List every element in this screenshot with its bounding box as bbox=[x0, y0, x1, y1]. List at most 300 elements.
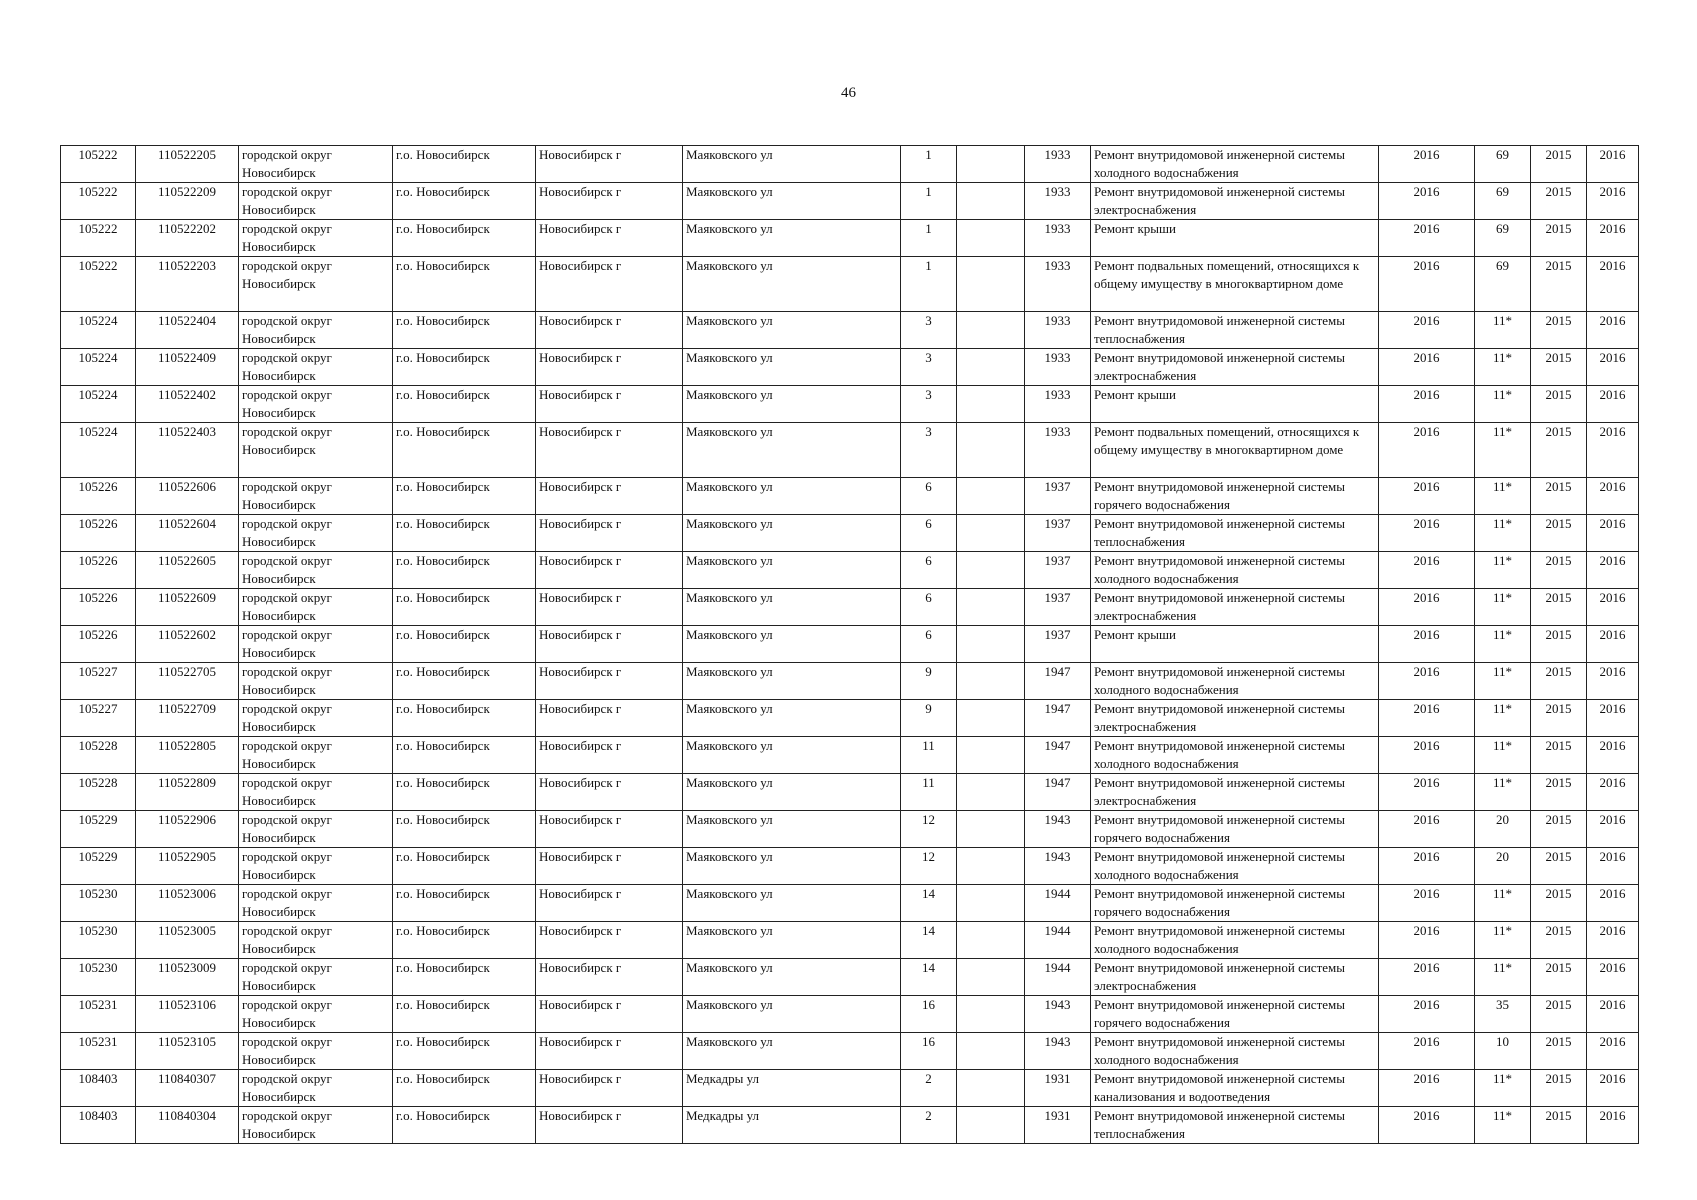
cell-build-year: 1933 bbox=[1025, 312, 1091, 349]
cell-value: 20 bbox=[1475, 811, 1531, 848]
cell-district: г.о. Новосибирск bbox=[393, 774, 536, 811]
cell-start-year: 2015 bbox=[1531, 922, 1587, 959]
cell-district: г.о. Новосибирск bbox=[393, 312, 536, 349]
cell-street: Маяковского ул bbox=[683, 220, 901, 257]
cell-end-year: 2016 bbox=[1587, 663, 1639, 700]
cell-district: г.о. Новосибирск bbox=[393, 922, 536, 959]
cell-object-code: 110522906 bbox=[136, 811, 239, 848]
cell-build-year: 1933 bbox=[1025, 220, 1091, 257]
cell-work-type: Ремонт внутридомовой инженерной системы электроснабжения bbox=[1091, 959, 1379, 996]
cell-street: Маяковского ул bbox=[683, 774, 901, 811]
cell-value: 11* bbox=[1475, 959, 1531, 996]
cell-end-year: 2016 bbox=[1587, 774, 1639, 811]
cell-work-type: Ремонт внутридомовой инженерной системы электроснабжения bbox=[1091, 183, 1379, 220]
cell-work-type: Ремонт внутридомовой инженерной системы горячего водоснабжения bbox=[1091, 885, 1379, 922]
cell-planned-year: 2016 bbox=[1379, 552, 1475, 589]
cell-record-id: 105231 bbox=[61, 1033, 136, 1070]
table-row bbox=[61, 996, 1639, 1033]
cell-build-year: 1933 bbox=[1025, 386, 1091, 423]
cell-house-number: 1 bbox=[901, 146, 957, 183]
cell-value: 10 bbox=[1475, 1033, 1531, 1070]
cell-planned-year: 2016 bbox=[1379, 1070, 1475, 1107]
cell-work-type: Ремонт подвальных помещений, относящихся к общему имуществу в многоквартирном доме bbox=[1091, 257, 1379, 312]
cell-street: Маяковского ул bbox=[683, 183, 901, 220]
cell-municipality: городской округ Новосибирск bbox=[239, 423, 393, 478]
cell-build-year: 1937 bbox=[1025, 589, 1091, 626]
table-row bbox=[61, 386, 1639, 423]
cell-object-code: 110522203 bbox=[136, 257, 239, 312]
cell-planned-year: 2016 bbox=[1379, 811, 1475, 848]
cell-work-type: Ремонт подвальных помещений, относящихся к общему имуществу в многоквартирном доме bbox=[1091, 423, 1379, 478]
cell-planned-year: 2016 bbox=[1379, 312, 1475, 349]
cell-municipality: городской округ Новосибирск bbox=[239, 183, 393, 220]
cell-locality: Новосибирск г bbox=[536, 146, 683, 183]
table-row bbox=[61, 423, 1639, 478]
cell-build-year: 1944 bbox=[1025, 959, 1091, 996]
cell-street: Маяковского ул bbox=[683, 922, 901, 959]
table-row bbox=[61, 146, 1639, 183]
cell-start-year: 2015 bbox=[1531, 220, 1587, 257]
cell-street: Медкадры ул bbox=[683, 1070, 901, 1107]
cell-start-year: 2015 bbox=[1531, 257, 1587, 312]
cell-municipality: городской округ Новосибирск bbox=[239, 220, 393, 257]
cell-start-year: 2015 bbox=[1531, 626, 1587, 663]
cell-work-type: Ремонт внутридомовой инженерной системы холодного водоснабжения bbox=[1091, 146, 1379, 183]
cell-value: 11* bbox=[1475, 1107, 1531, 1144]
cell-start-year: 2015 bbox=[1531, 1107, 1587, 1144]
cell-object-code: 110522606 bbox=[136, 478, 239, 515]
cell-locality: Новосибирск г bbox=[536, 349, 683, 386]
cell-building-number bbox=[957, 552, 1025, 589]
cell-work-type: Ремонт внутридомовой инженерной системы теплоснабжения bbox=[1091, 1107, 1379, 1144]
cell-record-id: 105226 bbox=[61, 626, 136, 663]
table-row bbox=[61, 959, 1639, 996]
cell-object-code: 110522605 bbox=[136, 552, 239, 589]
cell-building-number bbox=[957, 312, 1025, 349]
cell-house-number: 12 bbox=[901, 811, 957, 848]
cell-build-year: 1937 bbox=[1025, 552, 1091, 589]
cell-start-year: 2015 bbox=[1531, 183, 1587, 220]
cell-planned-year: 2016 bbox=[1379, 996, 1475, 1033]
cell-building-number bbox=[957, 257, 1025, 312]
cell-street: Маяковского ул bbox=[683, 1033, 901, 1070]
table-row bbox=[61, 478, 1639, 515]
cell-house-number: 9 bbox=[901, 700, 957, 737]
cell-object-code: 110522905 bbox=[136, 848, 239, 885]
table-row bbox=[61, 885, 1639, 922]
cell-value: 69 bbox=[1475, 146, 1531, 183]
cell-value: 35 bbox=[1475, 996, 1531, 1033]
cell-work-type: Ремонт внутридомовой инженерной системы электроснабжения bbox=[1091, 700, 1379, 737]
cell-house-number: 1 bbox=[901, 183, 957, 220]
cell-district: г.о. Новосибирск bbox=[393, 423, 536, 478]
cell-build-year: 1933 bbox=[1025, 349, 1091, 386]
cell-build-year: 1943 bbox=[1025, 811, 1091, 848]
cell-record-id: 105222 bbox=[61, 146, 136, 183]
cell-planned-year: 2016 bbox=[1379, 1033, 1475, 1070]
cell-start-year: 2015 bbox=[1531, 663, 1587, 700]
cell-planned-year: 2016 bbox=[1379, 959, 1475, 996]
cell-work-type: Ремонт внутридомовой инженерной системы горячего водоснабжения bbox=[1091, 478, 1379, 515]
table-body bbox=[61, 146, 1639, 1144]
cell-municipality: городской округ Новосибирск bbox=[239, 589, 393, 626]
cell-planned-year: 2016 bbox=[1379, 183, 1475, 220]
cell-object-code: 110522403 bbox=[136, 423, 239, 478]
cell-end-year: 2016 bbox=[1587, 1107, 1639, 1144]
cell-planned-year: 2016 bbox=[1379, 478, 1475, 515]
cell-start-year: 2015 bbox=[1531, 386, 1587, 423]
cell-start-year: 2015 bbox=[1531, 774, 1587, 811]
cell-street: Маяковского ул bbox=[683, 626, 901, 663]
cell-district: г.о. Новосибирск bbox=[393, 257, 536, 312]
cell-object-code: 110523106 bbox=[136, 996, 239, 1033]
cell-work-type: Ремонт внутридомовой инженерной системы горячего водоснабжения bbox=[1091, 811, 1379, 848]
cell-record-id: 105224 bbox=[61, 349, 136, 386]
cell-municipality: городской округ Новосибирск bbox=[239, 663, 393, 700]
cell-value: 20 bbox=[1475, 848, 1531, 885]
cell-record-id: 108403 bbox=[61, 1070, 136, 1107]
cell-municipality: городской округ Новосибирск bbox=[239, 257, 393, 312]
cell-object-code: 110522205 bbox=[136, 146, 239, 183]
cell-object-code: 110840304 bbox=[136, 1107, 239, 1144]
cell-work-type: Ремонт внутридомовой инженерной системы холодного водоснабжения bbox=[1091, 1033, 1379, 1070]
cell-record-id: 105226 bbox=[61, 552, 136, 589]
cell-district: г.о. Новосибирск bbox=[393, 811, 536, 848]
cell-object-code: 110522202 bbox=[136, 220, 239, 257]
cell-work-type: Ремонт крыши bbox=[1091, 386, 1379, 423]
cell-building-number bbox=[957, 737, 1025, 774]
cell-record-id: 108403 bbox=[61, 1107, 136, 1144]
cell-locality: Новосибирск г bbox=[536, 700, 683, 737]
cell-end-year: 2016 bbox=[1587, 552, 1639, 589]
cell-building-number bbox=[957, 922, 1025, 959]
cell-house-number: 9 bbox=[901, 663, 957, 700]
cell-street: Маяковского ул bbox=[683, 885, 901, 922]
cell-start-year: 2015 bbox=[1531, 700, 1587, 737]
cell-record-id: 105222 bbox=[61, 183, 136, 220]
cell-object-code: 110522609 bbox=[136, 589, 239, 626]
cell-value: 11* bbox=[1475, 386, 1531, 423]
cell-work-type: Ремонт внутридомовой инженерной системы холодного водоснабжения bbox=[1091, 922, 1379, 959]
cell-value: 11* bbox=[1475, 349, 1531, 386]
cell-end-year: 2016 bbox=[1587, 1033, 1639, 1070]
cell-locality: Новосибирск г bbox=[536, 386, 683, 423]
cell-start-year: 2015 bbox=[1531, 423, 1587, 478]
cell-house-number: 16 bbox=[901, 1033, 957, 1070]
cell-end-year: 2016 bbox=[1587, 589, 1639, 626]
cell-building-number bbox=[957, 959, 1025, 996]
cell-house-number: 6 bbox=[901, 515, 957, 552]
table-row bbox=[61, 312, 1639, 349]
cell-municipality: городской округ Новосибирск bbox=[239, 146, 393, 183]
cell-build-year: 1937 bbox=[1025, 478, 1091, 515]
cell-work-type: Ремонт внутридомовой инженерной системы теплоснабжения bbox=[1091, 515, 1379, 552]
cell-work-type: Ремонт внутридомовой инженерной системы холодного водоснабжения bbox=[1091, 737, 1379, 774]
cell-street: Маяковского ул bbox=[683, 996, 901, 1033]
table-row bbox=[61, 700, 1639, 737]
cell-record-id: 105228 bbox=[61, 737, 136, 774]
table-row bbox=[61, 663, 1639, 700]
cell-object-code: 110522805 bbox=[136, 737, 239, 774]
cell-value: 11* bbox=[1475, 1070, 1531, 1107]
cell-district: г.о. Новосибирск bbox=[393, 996, 536, 1033]
cell-district: г.о. Новосибирск bbox=[393, 146, 536, 183]
table-row bbox=[61, 349, 1639, 386]
cell-district: г.о. Новосибирск bbox=[393, 552, 536, 589]
cell-district: г.о. Новосибирск bbox=[393, 663, 536, 700]
table-row bbox=[61, 552, 1639, 589]
cell-end-year: 2016 bbox=[1587, 312, 1639, 349]
cell-object-code: 110522709 bbox=[136, 700, 239, 737]
cell-work-type: Ремонт внутридомовой инженерной системы холодного водоснабжения bbox=[1091, 848, 1379, 885]
cell-start-year: 2015 bbox=[1531, 848, 1587, 885]
table-row bbox=[61, 922, 1639, 959]
cell-locality: Новосибирск г bbox=[536, 959, 683, 996]
cell-work-type: Ремонт внутридомовой инженерной системы электроснабжения bbox=[1091, 349, 1379, 386]
cell-build-year: 1943 bbox=[1025, 848, 1091, 885]
cell-object-code: 110522705 bbox=[136, 663, 239, 700]
cell-planned-year: 2016 bbox=[1379, 349, 1475, 386]
cell-district: г.о. Новосибирск bbox=[393, 1033, 536, 1070]
cell-record-id: 105231 bbox=[61, 996, 136, 1033]
cell-locality: Новосибирск г bbox=[536, 257, 683, 312]
cell-value: 11* bbox=[1475, 423, 1531, 478]
cell-start-year: 2015 bbox=[1531, 1033, 1587, 1070]
cell-record-id: 105226 bbox=[61, 589, 136, 626]
table-row bbox=[61, 220, 1639, 257]
cell-planned-year: 2016 bbox=[1379, 386, 1475, 423]
cell-building-number bbox=[957, 774, 1025, 811]
cell-end-year: 2016 bbox=[1587, 1070, 1639, 1107]
cell-street: Маяковского ул bbox=[683, 700, 901, 737]
cell-build-year: 1937 bbox=[1025, 515, 1091, 552]
cell-building-number bbox=[957, 1070, 1025, 1107]
cell-record-id: 105229 bbox=[61, 811, 136, 848]
cell-planned-year: 2016 bbox=[1379, 257, 1475, 312]
cell-district: г.о. Новосибирск bbox=[393, 349, 536, 386]
cell-start-year: 2015 bbox=[1531, 552, 1587, 589]
cell-start-year: 2015 bbox=[1531, 811, 1587, 848]
cell-value: 11* bbox=[1475, 774, 1531, 811]
cell-end-year: 2016 bbox=[1587, 959, 1639, 996]
cell-value: 11* bbox=[1475, 700, 1531, 737]
cell-work-type: Ремонт внутридомовой инженерной системы холодного водоснабжения bbox=[1091, 552, 1379, 589]
cell-locality: Новосибирск г bbox=[536, 737, 683, 774]
cell-work-type: Ремонт внутридомовой инженерной системы электроснабжения bbox=[1091, 774, 1379, 811]
cell-district: г.о. Новосибирск bbox=[393, 959, 536, 996]
page-number: 46 bbox=[841, 85, 856, 101]
cell-locality: Новосибирск г bbox=[536, 220, 683, 257]
cell-object-code: 110523005 bbox=[136, 922, 239, 959]
cell-street: Маяковского ул bbox=[683, 146, 901, 183]
cell-end-year: 2016 bbox=[1587, 349, 1639, 386]
cell-planned-year: 2016 bbox=[1379, 146, 1475, 183]
table-row bbox=[61, 589, 1639, 626]
cell-locality: Новосибирск г bbox=[536, 848, 683, 885]
table-row bbox=[61, 848, 1639, 885]
cell-build-year: 1943 bbox=[1025, 996, 1091, 1033]
cell-street: Маяковского ул bbox=[683, 478, 901, 515]
cell-street: Маяковского ул bbox=[683, 349, 901, 386]
cell-record-id: 105224 bbox=[61, 423, 136, 478]
cell-district: г.о. Новосибирск bbox=[393, 626, 536, 663]
table-row bbox=[61, 811, 1639, 848]
cell-value: 69 bbox=[1475, 257, 1531, 312]
cell-municipality: городской округ Новосибирск bbox=[239, 811, 393, 848]
cell-start-year: 2015 bbox=[1531, 146, 1587, 183]
cell-building-number bbox=[957, 1107, 1025, 1144]
cell-street: Маяковского ул bbox=[683, 515, 901, 552]
cell-district: г.о. Новосибирск bbox=[393, 589, 536, 626]
cell-municipality: городской округ Новосибирск bbox=[239, 626, 393, 663]
cell-district: г.о. Новосибирск bbox=[393, 183, 536, 220]
cell-record-id: 105229 bbox=[61, 848, 136, 885]
cell-locality: Новосибирск г bbox=[536, 423, 683, 478]
cell-locality: Новосибирск г bbox=[536, 626, 683, 663]
cell-planned-year: 2016 bbox=[1379, 515, 1475, 552]
cell-object-code: 110522209 bbox=[136, 183, 239, 220]
cell-house-number: 16 bbox=[901, 996, 957, 1033]
cell-building-number bbox=[957, 848, 1025, 885]
cell-building-number bbox=[957, 663, 1025, 700]
cell-end-year: 2016 bbox=[1587, 386, 1639, 423]
cell-object-code: 110523006 bbox=[136, 885, 239, 922]
cell-locality: Новосибирск г bbox=[536, 996, 683, 1033]
table-row bbox=[61, 1033, 1639, 1070]
table-row bbox=[61, 626, 1639, 663]
cell-start-year: 2015 bbox=[1531, 737, 1587, 774]
cell-house-number: 1 bbox=[901, 220, 957, 257]
cell-end-year: 2016 bbox=[1587, 423, 1639, 478]
cell-end-year: 2016 bbox=[1587, 996, 1639, 1033]
cell-municipality: городской округ Новосибирск bbox=[239, 386, 393, 423]
cell-build-year: 1933 bbox=[1025, 257, 1091, 312]
cell-street: Медкадры ул bbox=[683, 1107, 901, 1144]
cell-district: г.о. Новосибирск bbox=[393, 478, 536, 515]
cell-planned-year: 2016 bbox=[1379, 589, 1475, 626]
cell-locality: Новосибирск г bbox=[536, 515, 683, 552]
cell-municipality: городской округ Новосибирск bbox=[239, 349, 393, 386]
table-row bbox=[61, 774, 1639, 811]
cell-end-year: 2016 bbox=[1587, 848, 1639, 885]
cell-street: Маяковского ул bbox=[683, 257, 901, 312]
cell-value: 11* bbox=[1475, 589, 1531, 626]
cell-street: Маяковского ул bbox=[683, 811, 901, 848]
cell-value: 11* bbox=[1475, 626, 1531, 663]
cell-record-id: 105222 bbox=[61, 257, 136, 312]
cell-house-number: 3 bbox=[901, 423, 957, 478]
cell-locality: Новосибирск г bbox=[536, 774, 683, 811]
cell-district: г.о. Новосибирск bbox=[393, 386, 536, 423]
cell-street: Маяковского ул bbox=[683, 589, 901, 626]
table-row bbox=[61, 1070, 1639, 1107]
cell-house-number: 6 bbox=[901, 478, 957, 515]
cell-build-year: 1947 bbox=[1025, 774, 1091, 811]
cell-build-year: 1943 bbox=[1025, 1033, 1091, 1070]
table-row bbox=[61, 515, 1639, 552]
cell-building-number bbox=[957, 589, 1025, 626]
cell-object-code: 110840307 bbox=[136, 1070, 239, 1107]
cell-planned-year: 2016 bbox=[1379, 423, 1475, 478]
cell-municipality: городской округ Новосибирск bbox=[239, 848, 393, 885]
cell-municipality: городской округ Новосибирск bbox=[239, 515, 393, 552]
cell-value: 11* bbox=[1475, 478, 1531, 515]
cell-end-year: 2016 bbox=[1587, 885, 1639, 922]
cell-district: г.о. Новосибирск bbox=[393, 515, 536, 552]
cell-start-year: 2015 bbox=[1531, 312, 1587, 349]
cell-house-number: 12 bbox=[901, 848, 957, 885]
cell-object-code: 110522409 bbox=[136, 349, 239, 386]
cell-record-id: 105230 bbox=[61, 959, 136, 996]
cell-house-number: 6 bbox=[901, 589, 957, 626]
cell-build-year: 1933 bbox=[1025, 183, 1091, 220]
cell-street: Маяковского ул bbox=[683, 423, 901, 478]
table-row bbox=[61, 183, 1639, 220]
cell-planned-year: 2016 bbox=[1379, 737, 1475, 774]
cell-locality: Новосибирск г bbox=[536, 885, 683, 922]
cell-municipality: городской округ Новосибирск bbox=[239, 478, 393, 515]
cell-municipality: городской округ Новосибирск bbox=[239, 996, 393, 1033]
cell-street: Маяковского ул bbox=[683, 959, 901, 996]
cell-district: г.о. Новосибирск bbox=[393, 220, 536, 257]
cell-build-year: 1931 bbox=[1025, 1070, 1091, 1107]
cell-street: Маяковского ул bbox=[683, 312, 901, 349]
cell-district: г.о. Новосибирск bbox=[393, 885, 536, 922]
cell-municipality: городской округ Новосибирск bbox=[239, 700, 393, 737]
cell-build-year: 1933 bbox=[1025, 146, 1091, 183]
cell-street: Маяковского ул bbox=[683, 663, 901, 700]
cell-municipality: городской округ Новосибирск bbox=[239, 737, 393, 774]
cell-value: 11* bbox=[1475, 312, 1531, 349]
cell-value: 11* bbox=[1475, 885, 1531, 922]
cell-building-number bbox=[957, 626, 1025, 663]
cell-planned-year: 2016 bbox=[1379, 220, 1475, 257]
cell-work-type: Ремонт внутридомовой инженерной системы горячего водоснабжения bbox=[1091, 996, 1379, 1033]
cell-end-year: 2016 bbox=[1587, 737, 1639, 774]
cell-planned-year: 2016 bbox=[1379, 626, 1475, 663]
cell-planned-year: 2016 bbox=[1379, 922, 1475, 959]
cell-building-number bbox=[957, 423, 1025, 478]
cell-building-number bbox=[957, 700, 1025, 737]
cell-house-number: 1 bbox=[901, 257, 957, 312]
cell-district: г.о. Новосибирск bbox=[393, 848, 536, 885]
cell-value: 11* bbox=[1475, 663, 1531, 700]
cell-build-year: 1931 bbox=[1025, 1107, 1091, 1144]
cell-object-code: 110522809 bbox=[136, 774, 239, 811]
cell-house-number: 6 bbox=[901, 552, 957, 589]
cell-record-id: 105228 bbox=[61, 774, 136, 811]
cell-building-number bbox=[957, 1033, 1025, 1070]
cell-locality: Новосибирск г bbox=[536, 183, 683, 220]
cell-end-year: 2016 bbox=[1587, 478, 1639, 515]
cell-work-type: Ремонт внутридомовой инженерной системы канализования и водоотведения bbox=[1091, 1070, 1379, 1107]
cell-municipality: городской округ Новосибирск bbox=[239, 885, 393, 922]
cell-municipality: городской округ Новосибирск bbox=[239, 1070, 393, 1107]
cell-value: 69 bbox=[1475, 183, 1531, 220]
cell-record-id: 105230 bbox=[61, 885, 136, 922]
cell-start-year: 2015 bbox=[1531, 885, 1587, 922]
cell-building-number bbox=[957, 996, 1025, 1033]
cell-value: 11* bbox=[1475, 922, 1531, 959]
cell-record-id: 105226 bbox=[61, 478, 136, 515]
cell-object-code: 110523009 bbox=[136, 959, 239, 996]
cell-street: Маяковского ул bbox=[683, 848, 901, 885]
cell-work-type: Ремонт внутридомовой инженерной системы электроснабжения bbox=[1091, 589, 1379, 626]
cell-street: Маяковского ул bbox=[683, 552, 901, 589]
cell-end-year: 2016 bbox=[1587, 220, 1639, 257]
cell-build-year: 1947 bbox=[1025, 737, 1091, 774]
cell-end-year: 2016 bbox=[1587, 515, 1639, 552]
